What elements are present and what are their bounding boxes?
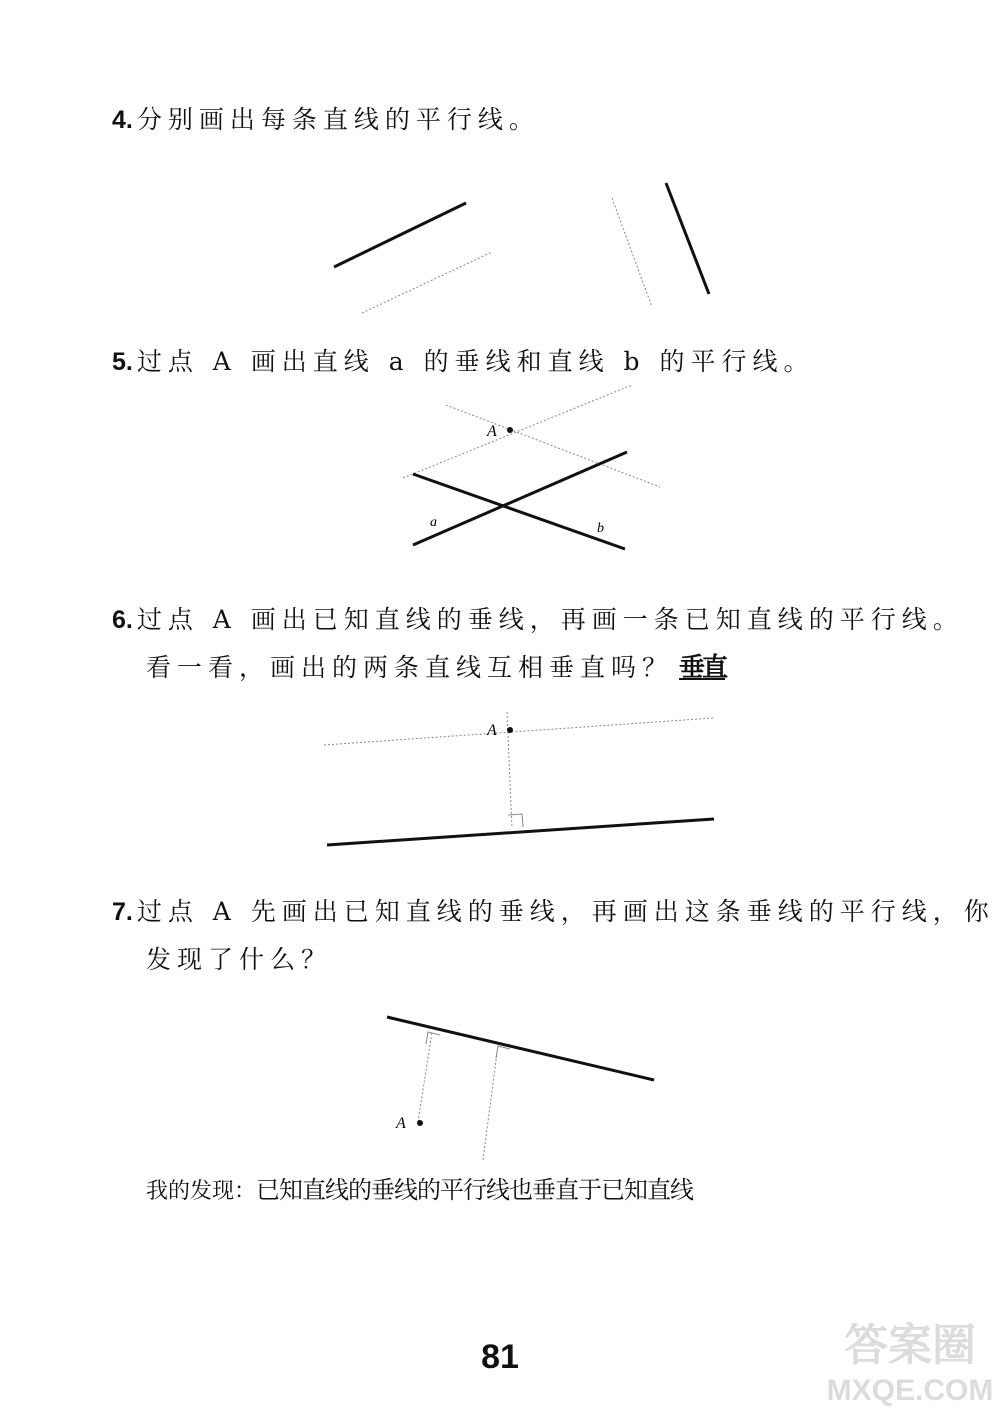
question-text: 看一看，画出的两条直线互相垂直吗？	[146, 653, 674, 682]
watermark-top: 答案圈	[844, 1320, 976, 1371]
right-angle-mark-1	[426, 1032, 440, 1044]
point-a-label: A	[396, 1115, 406, 1132]
page-number: 81	[481, 1338, 519, 1376]
watermark-bottom: MXQE.COM	[826, 1374, 994, 1407]
discovery	[146, 1170, 693, 1212]
point-a-label: A	[487, 722, 497, 739]
question-number: 4.	[112, 106, 133, 134]
right-angle-mark-2	[496, 1046, 510, 1058]
question-text: 过点 A 画出直线 a 的垂线和直线 b 的平行线。	[136, 347, 815, 376]
question-number: 7.	[112, 898, 133, 926]
question-text: 过点 A 画出已知直线的垂线，再画一条已知直线的平行线。	[136, 605, 964, 634]
question-text: 过点 A 先画出已知直线的垂线，再画出这条垂线的平行线，你	[136, 897, 995, 926]
discovery-label: 我的发现：	[146, 1179, 257, 1204]
line-b-label: b	[597, 521, 604, 536]
drawn-parallel-line	[483, 1045, 498, 1160]
watermark-logo	[825, 1308, 995, 1408]
handwritten-answer: 垂直	[679, 653, 726, 683]
line-a-label: a	[430, 515, 437, 530]
discovery-handwritten-answer: 已知直线的垂线的平行线也垂直于已知直线	[256, 1176, 694, 1204]
point-a-dot	[417, 1120, 423, 1126]
point-a-label: A	[487, 423, 497, 440]
given-line	[387, 1017, 654, 1080]
drawn-perpendicular-line	[418, 1032, 432, 1122]
question-text: 分别画出每条直线的平行线。	[136, 105, 540, 134]
question-number: 6.	[112, 606, 133, 634]
question-text: 发现了什么？	[146, 945, 333, 974]
question-number: 5.	[112, 348, 133, 376]
